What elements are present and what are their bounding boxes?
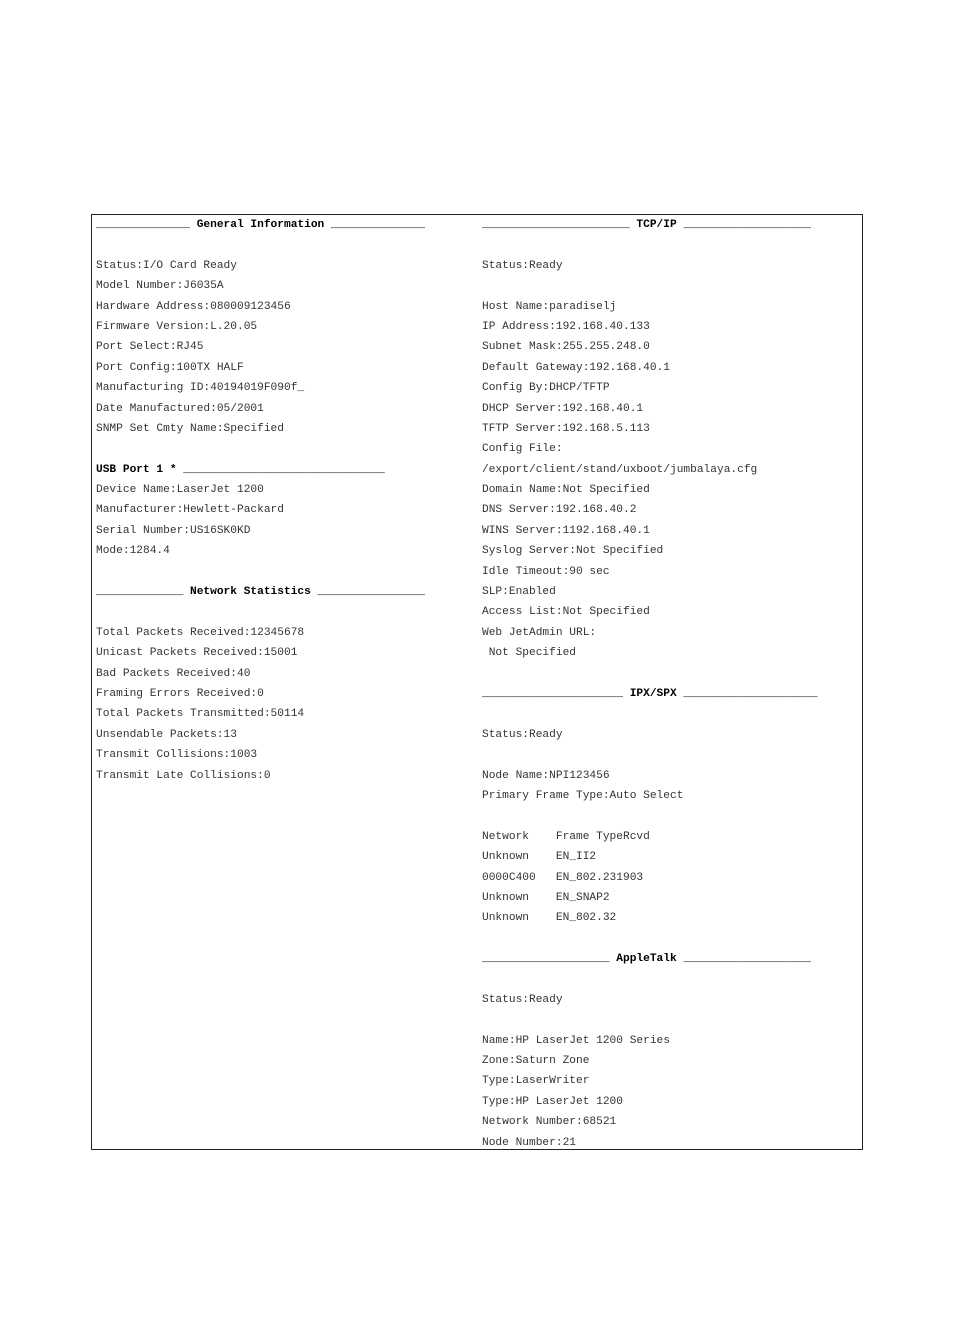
info-line: Firmware Version:L.20.05 <box>96 320 258 333</box>
blank-line <box>482 276 860 296</box>
blank-line <box>96 439 472 459</box>
info-line: WINS Server:1192.168.40.1 <box>482 524 650 537</box>
blank-line <box>96 235 472 255</box>
info-line: Idle Timeout:90 sec <box>482 565 610 578</box>
info-line: Domain Name:Not Specified <box>482 484 650 497</box>
info-line: Device Name:LaserJet 1200 <box>96 484 264 497</box>
info-line: Total Packets Transmitted:50114 <box>96 708 305 721</box>
info-line: Unsendable Packets:13 <box>96 728 237 741</box>
info-line: Unknown EN_II2 <box>482 851 597 864</box>
info-line: TFTP Server:192.168.5.113 <box>482 422 650 435</box>
info-line: SLP:Enabled <box>482 586 556 599</box>
section-header: _____________ Network Statistics ________________ <box>96 586 425 599</box>
info-line: Port Select:RJ45 <box>96 341 204 354</box>
info-line: DNS Server:192.168.40.2 <box>482 504 637 517</box>
config-page-frame <box>91 214 863 1150</box>
info-line: Syslog Server:Not Specified <box>482 545 664 558</box>
info-line: Serial Number:US16SK0KD <box>96 524 251 537</box>
info-line: 0000C400 EN_802.231903 <box>482 871 644 884</box>
info-line: Manufacturing ID:40194019F090f_ <box>96 382 305 395</box>
info-line: Bad Packets Received:40 <box>96 667 251 680</box>
info-line: Node Name:NPI123456 <box>482 769 610 782</box>
info-line: Framing Errors Received:0 <box>96 687 264 700</box>
left-column <box>96 215 472 786</box>
info-line: Unknown EN_SNAP2 <box>482 891 610 904</box>
info-line: Type:HP LaserJet 1200 <box>482 1095 623 1108</box>
info-line: Not Specified <box>482 647 576 660</box>
info-line: Status:Ready <box>482 259 563 272</box>
blank-line <box>482 704 860 724</box>
section-header: USB Port 1 * ______________________________ <box>96 463 385 476</box>
blank-line <box>482 745 860 765</box>
info-line: Node Number:21 <box>482 1136 576 1149</box>
blank-line <box>482 235 860 255</box>
info-line: SNMP Set Cmty Name:Specified <box>96 422 284 435</box>
blank-line <box>96 562 472 582</box>
info-line: Total Packets Received:12345678 <box>96 626 305 639</box>
info-line: Host Name:paradiselj <box>482 300 617 313</box>
info-line: Status:Ready <box>482 993 563 1006</box>
info-line: Unknown EN_802.32 <box>482 912 617 925</box>
info-line: Hardware Address:080009123456 <box>96 300 291 313</box>
info-line: Model Number:J6035A <box>96 280 224 293</box>
blank-line <box>482 1010 860 1030</box>
section-header: ______________________ TCP/IP ___________________ <box>482 219 811 231</box>
blank-line <box>96 602 472 622</box>
info-line: Transmit Late Collisions:0 <box>96 769 271 782</box>
info-line: Status:Ready <box>482 728 563 741</box>
info-line: DHCP Server:192.168.40.1 <box>482 402 644 415</box>
info-line: Network Frame TypeRcvd <box>482 830 650 843</box>
info-line: Primary Frame Type:Auto Select <box>482 789 684 802</box>
info-line: Web JetAdmin URL: <box>482 626 597 639</box>
info-line: Config File: <box>482 443 563 456</box>
info-line: Manufacturer:Hewlett-Packard <box>96 504 284 517</box>
info-line: Type:LaserWriter <box>482 1075 590 1088</box>
info-line: Unicast Packets Received:15001 <box>96 647 298 660</box>
info-line: Default Gateway:192.168.40.1 <box>482 361 670 374</box>
info-line: IP Address:192.168.40.133 <box>482 320 650 333</box>
info-line: /export/client/stand/uxboot/jumbalaya.cfg <box>482 463 758 476</box>
section-header: ___________________ AppleTalk ___________________ <box>482 953 811 966</box>
info-line: Transmit Collisions:1003 <box>96 749 258 762</box>
blank-line <box>482 806 860 826</box>
info-line: Subnet Mask:255.255.248.0 <box>482 341 650 354</box>
info-line: Status:I/O Card Ready <box>96 259 237 272</box>
info-line: Network Number:68521 <box>482 1116 617 1129</box>
info-line: Name:HP LaserJet 1200 Series <box>482 1034 670 1047</box>
info-line: Date Manufactured:05/2001 <box>96 402 264 415</box>
section-header: _____________________ IPX/SPX ____________________ <box>482 687 818 700</box>
info-line: Access List:Not Specified <box>482 606 650 619</box>
info-line: Port Config:100TX HALF <box>96 361 244 374</box>
info-line: Mode:1284.4 <box>96 545 170 558</box>
blank-line <box>482 929 860 949</box>
info-line: Config By:DHCP/TFTP <box>482 382 610 395</box>
blank-line <box>482 664 860 684</box>
section-header: ______________ General Information ______________ <box>96 219 425 231</box>
blank-line <box>482 969 860 989</box>
right-column <box>482 215 860 1153</box>
info-line: Zone:Saturn Zone <box>482 1055 590 1068</box>
